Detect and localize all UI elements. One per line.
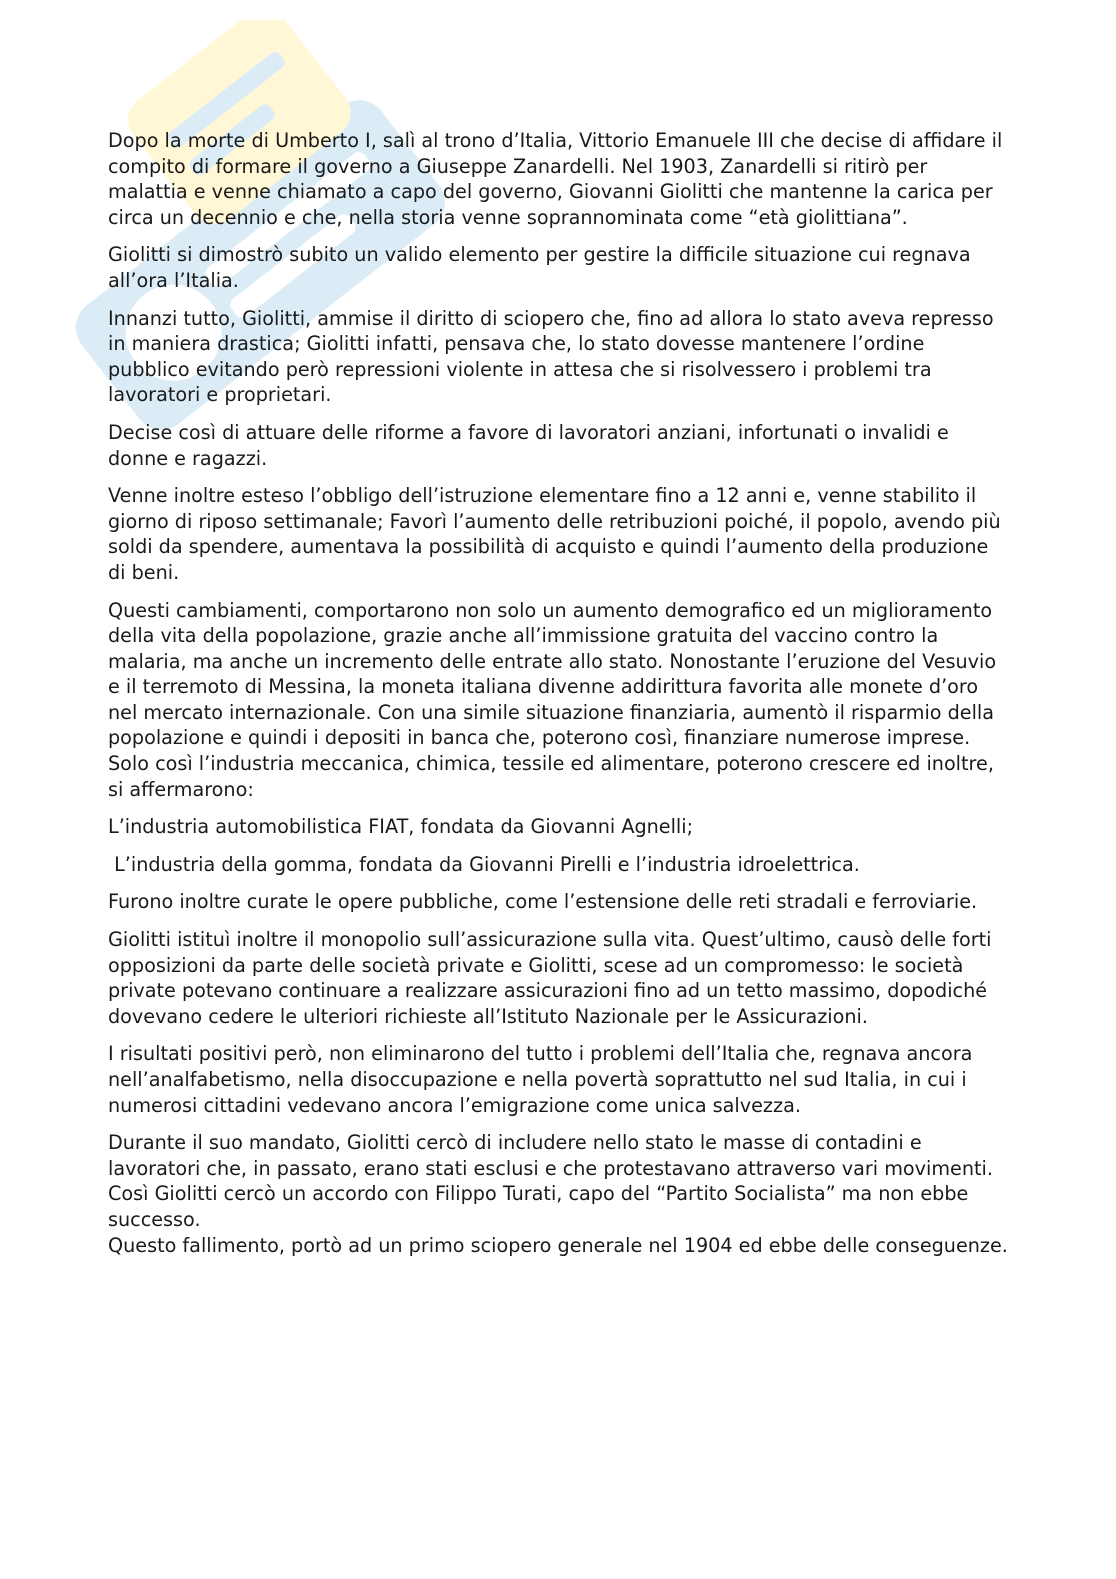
paragraph-4: Decise così di attuare delle riforme a favore di lavoratori anziani, infortunati o invalidi e donne e ragazzi. [108,420,949,470]
paragraph-7: L’industria automobilistica FIAT, fondata da Giovanni Agnelli; [108,815,694,839]
final-line-3: Questo fallimento, portò ad un primo sciopero generale nel 1904 ed ebbe delle conseguenze. [108,1233,1008,1257]
paragraph-2: Giolitti si dimostrò subito un valido elemento per gestire la difficile situazione cui regnava all’ora l’Italia. [108,243,971,292]
paragraph-12 [108,1130,1008,1258]
paragraph-1: Dopo la morte di Umberto I, salì al trono d’Italia, Vittorio Emanuele III che decise di affidare il compito di formare il governo a Giuseppe Zanardelli. Nel 1903, Zanardelli si ritirò per malattia e venne chiamato a capo del governo, Giovanni Giolitti che mantenne la carica per circa un decennio e che, nella storia venne soprannominata come “età giolittiana”. [108,129,1003,229]
paragraph-3: Innanzi tutto, Giolitti, ammise il diritto di sciopero che, fino ad allora lo stato aveva represso in maniera drastica; Giolitti infatti, pensava che, lo stato dovesse mantenere l’ordine pubblico evitando però repressioni violente in attesa che si risolvessero i problemi tra lavoratori e proprietari. [108,306,994,407]
final-line-1: Durante il suo mandato, Giolitti cercò di includere nello stato le masse di contadini e lavoratori che, in passato, erano stati esclusi e che protestavano attraverso vari movimenti. [108,1131,993,1180]
document-body [108,128,1008,1270]
paragraph-5: Venne inoltre esteso l’obbligo dell’istruzione elementare fino a 12 anni e, venne stabilito il giorno di riposo settimanale; Favorì l’aumento delle retribuzioni poiché, il popolo, avendo più soldi da spendere, aumentava la possibilità di acquisto e quindi l’aumento della produzione di beni. [108,484,1001,584]
paragraph-11: I risultati positivi però, non eliminarono del tutto i problemi dell’Italia che, regnava ancora nell’analfabetismo, nella disoccupazione e nella povertà soprattutto nel sud Italia, in cui i numerosi cittadini vedevano ancora l’emigrazione come unica salvezza. [108,1042,973,1117]
paragraph-6: Questi cambiamenti, comportarono non solo un aumento demografico ed un miglioramento della vita della popolazione, grazie anche all’immissione gratuita del vaccino contro la malaria, ma anche un incremento delle entrate allo stato. Nonostante l’eruzione del Vesuvio e il terremoto di Messina, la moneta italiana divenne addirittura favorita alle monete d’oro nel mercato internazionale. Con una simile situazione finanziaria, aumentò il risparmio della popolazione e quindi i depositi in banca che, poterono così, finanziare numerose imprese. Solo così l’industria meccanica, chimica, tessile ed alimentare, poterono crescere ed inoltre, si affermarono: [108,598,997,801]
paragraph-8: L’industria della gomma, fondata da Giovanni Pirelli e l’industria idroelettrica. [108,852,860,876]
paragraph-9: Furono inoltre curate le opere pubbliche, come l’estensione delle reti stradali e ferroviarie. [108,890,978,914]
final-line-2: Così Giolitti cercò un accordo con Filippo Turati, capo del “Partito Socialista” ma non ebbe successo. [108,1182,969,1231]
paragraph-10: Giolitti istituì inoltre il monopolio sull’assicurazione sulla vita. Quest’ultimo, causò delle forti opposizioni da parte delle società private e Giolitti, scese ad un compromesso: le società private potevano continuare a realizzare assicurazioni fino ad un tetto massimo, dopodiché dovevano cedere le ulteriori richieste all’Istituto Nazionale per le Assicurazioni. [108,928,992,1028]
